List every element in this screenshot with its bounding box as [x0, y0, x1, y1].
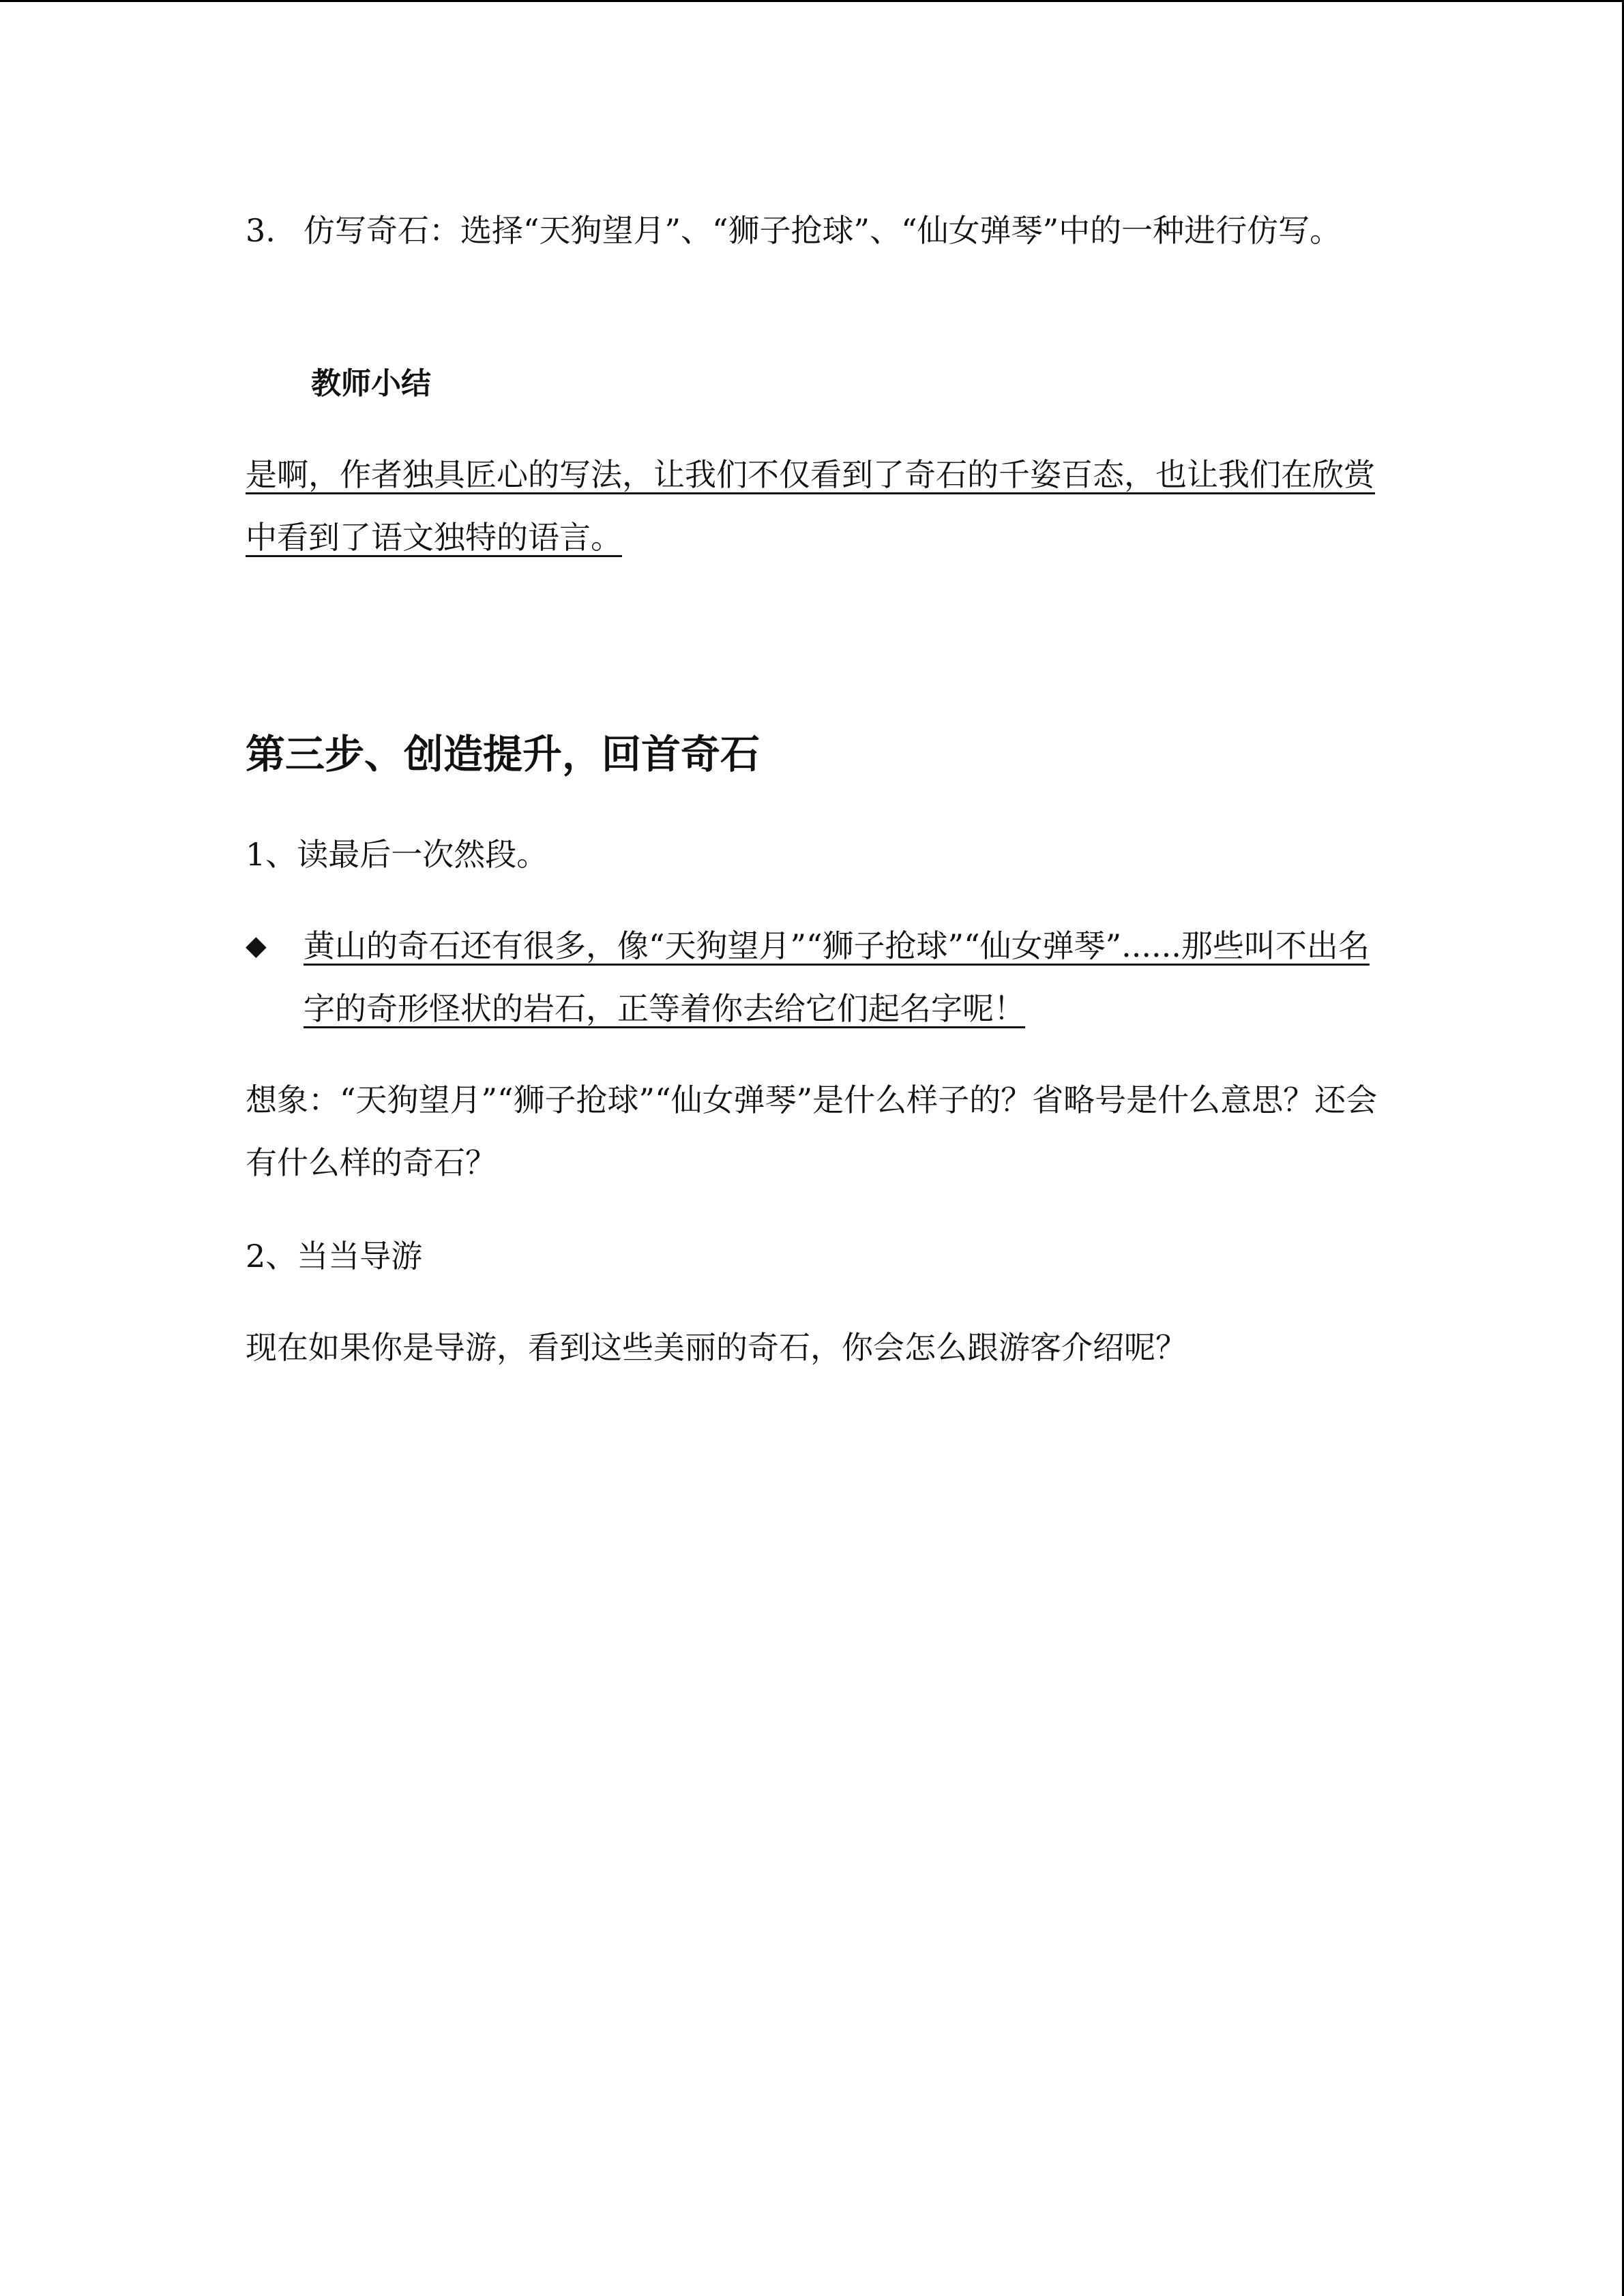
teacher-summary-text	[246, 443, 1381, 569]
diamond-bullet-icon: ◆	[246, 930, 267, 961]
item-3-text: 仿写奇石：选择“天狗望月”、“狮子抢球”、“仙女弹琴”中的一种进行仿写。	[304, 212, 1342, 249]
step3-item-1: 1、读最后一次然段。	[246, 836, 548, 873]
teacher-summary-underlined: 是啊，作者独具匠心的写法，让我们不仅看到了奇石的千姿百态，也让我们在欣赏中看到了语文独特的语言。	[246, 456, 1375, 556]
step3-item-2: 2、当当导游	[246, 1238, 423, 1274]
bullet-underlined: 黄山的奇石还有很多，像“天狗望月”“狮子抢球”“仙女弹琴”......那些叫不出名字的奇形怪状的岩石，正等着你去给它们起名字呢！	[304, 927, 1370, 1027]
teacher-summary-heading: 教师小结	[311, 366, 431, 401]
bullet-text	[304, 914, 1381, 1040]
item-number: 3.	[246, 212, 276, 249]
section-heading-step3: 第三步、创造提升，回首奇石	[246, 731, 761, 777]
imagine-paragraph: 想象：“天狗望月”“狮子抢球”“仙女弹琴”是什么样子的？省略号是什么意思？还会有什么样的奇石？	[246, 1082, 1378, 1181]
guide-prompt: 现在如果你是导游，看到这些美丽的奇石，你会怎么跟游客介绍呢？	[246, 1329, 1187, 1366]
bullet-paragraph	[246, 914, 1381, 1040]
item-3-paragraph	[246, 199, 1381, 262]
page-top-border	[0, 0, 1624, 2]
